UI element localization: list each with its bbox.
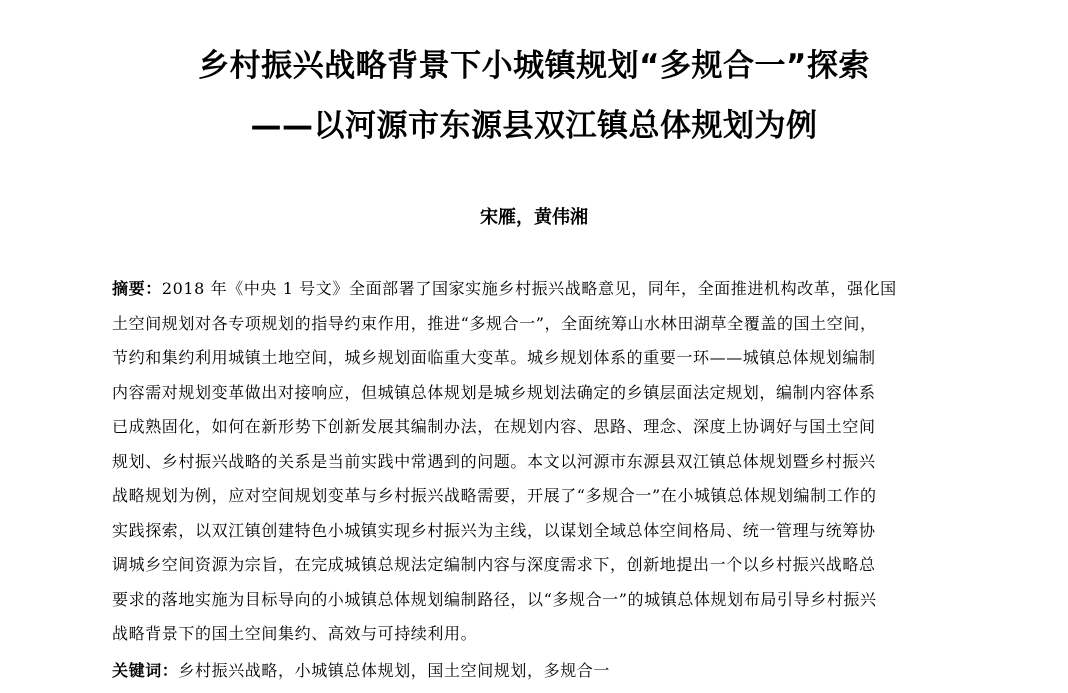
paper-title: 乡村振兴战略背景下小城镇规划“多规合一”探索	[198, 48, 870, 84]
abstract-line: 战略背景下的国土空间集约、高效与可持续利用。	[112, 624, 478, 643]
keywords-block	[112, 656, 610, 686]
abstract-line: 土空间规划对各专项规划的指导约束作用，推进“多规合一”，全面统筹山水林田湖草全覆盖的国土空间，	[112, 313, 877, 333]
abstract-line: 内容需对规划变革做出对接响应，但城镇总体规划是城乡规划法确定的乡镇层面法定规划，编制内容体系	[112, 382, 876, 402]
paper-authors: 宋雁，黄伟湘	[480, 207, 588, 228]
abstract-line: 战略规划为例，应对空间规划变革与乡村振兴战略需要，开展了“多规合一”在小城镇总体规划编制工作的	[112, 486, 877, 505]
abstract-line: 规划、乡村振兴战略的关系是当前实践中常遇到的问题。本文以河源市东源县双江镇总体规划暨乡村振兴	[112, 451, 876, 471]
abstract-line: 已成熟固化，如何在新形势下创新发展其编制办法，在规划内容、思路、理念、深度上协调好与国土空间	[112, 417, 876, 436]
abstract-line: 调城乡空间资源为宗旨，在完成城镇总规法定编制内容与深度需求下，创新地提出一个以乡村振兴战略总	[112, 555, 876, 574]
abstract-line: 节约和集约利用城镇土地空间，城乡规划面临重大变革。城乡规划体系的重要一环——城镇总体规划编制	[112, 348, 876, 367]
abstract-block	[112, 272, 942, 652]
keywords-text: 乡村振兴战略，小城镇总体规划，国土空间规划，多规合一	[178, 661, 611, 680]
abstract-label: 摘要：	[112, 279, 162, 298]
abstract-line	[112, 272, 942, 307]
paper-subtitle: ——以河源市东源县双江镇总体规划为例	[250, 108, 818, 144]
keywords-label: 关键词：	[112, 661, 179, 680]
abstract-line: 要求的落地实施为目标导向的小城镇总体规划编制路径，以“多规合一”的城镇总体规划布局引导乡村振兴	[112, 589, 877, 609]
abstract-text: 2018 年《中央 1 号文》全面部署了国家实施乡村振兴战略意见，同年，全面推进机构改革，强化国	[161, 279, 897, 298]
abstract-line: 实践探索，以双江镇创建特色小城镇实现乡村振兴为主线，以谋划全域总体空间格局、统一管理与统筹协	[112, 520, 876, 540]
